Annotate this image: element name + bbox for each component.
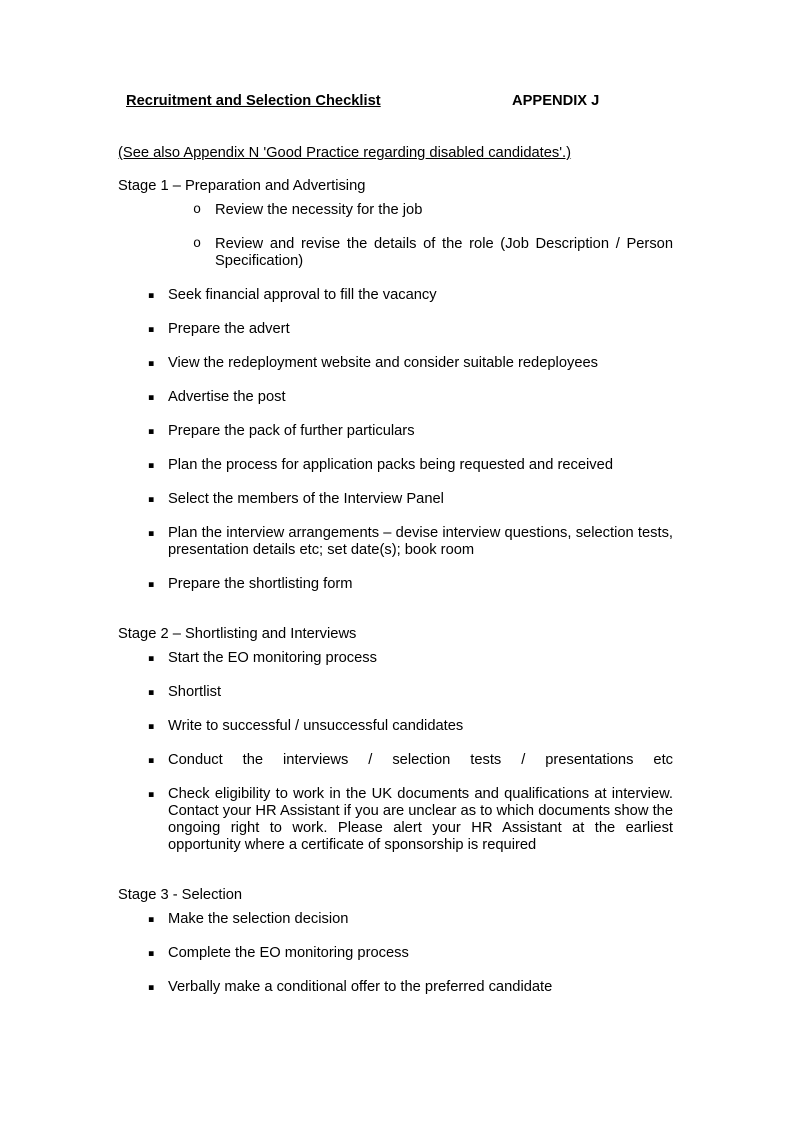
list-item bbox=[118, 491, 673, 508]
see-also-note: (See also Appendix N 'Good Practice regarding disabled candidates'.) bbox=[118, 145, 572, 161]
stage-2-list bbox=[118, 650, 673, 854]
list-item-text: Plan the process for application packs being requested and received bbox=[168, 457, 613, 473]
appendix-label: APPENDIX J bbox=[512, 93, 600, 109]
square-bullet-icon: ▪ bbox=[148, 755, 155, 766]
list-item bbox=[118, 945, 673, 962]
list-item bbox=[118, 202, 673, 219]
list-item bbox=[118, 979, 673, 996]
stage-3-heading: Stage 3 - Selection bbox=[118, 887, 243, 903]
list-item bbox=[118, 786, 673, 854]
list-item bbox=[118, 525, 673, 559]
square-bullet-icon: ▪ bbox=[148, 653, 155, 664]
square-bullet-icon: ▪ bbox=[148, 290, 155, 301]
stage-2-section bbox=[118, 610, 673, 854]
list-item-text: Select the members of the Interview Panel bbox=[168, 491, 444, 507]
square-bullet-icon: ▪ bbox=[148, 358, 155, 369]
list-item-text: Seek financial approval to fill the vacancy bbox=[168, 287, 437, 303]
list-item-text: Prepare the advert bbox=[168, 321, 290, 337]
list-item-text: Verbally make a conditional offer to the preferred candidate bbox=[168, 979, 553, 995]
list-item bbox=[118, 423, 673, 440]
square-bullet-icon: ▪ bbox=[148, 460, 155, 471]
list-item-text: Review and revise the details of the role (Job Description / Person Specification) bbox=[215, 236, 673, 269]
list-item bbox=[118, 287, 673, 304]
document-header bbox=[118, 92, 673, 110]
list-item bbox=[118, 236, 673, 270]
list-item-text: Plan the interview arrangements – devise interview questions, selection tests, presentation details etc; set date(s); book room bbox=[168, 525, 673, 558]
list-item-text: Prepare the pack of further particulars bbox=[168, 423, 415, 439]
list-item-text: Prepare the shortlisting form bbox=[168, 576, 353, 592]
stage-1-section bbox=[118, 162, 673, 593]
list-item-text: Review the necessity for the job bbox=[215, 202, 423, 218]
list-item bbox=[118, 389, 673, 406]
list-item bbox=[118, 718, 673, 735]
list-item bbox=[118, 911, 673, 928]
list-item-text: Shortlist bbox=[168, 684, 222, 700]
square-bullet-icon: ▪ bbox=[148, 579, 155, 590]
square-bullet-icon: ▪ bbox=[148, 494, 155, 505]
stage-1-list bbox=[118, 287, 673, 593]
list-item-text: Start the EO monitoring process bbox=[168, 650, 377, 666]
circle-bullet-icon: o bbox=[193, 203, 202, 218]
list-item bbox=[118, 752, 673, 769]
list-item-text: Conduct the interviews / selection tests / presentations etc bbox=[168, 752, 673, 768]
list-item-text: Complete the EO monitoring process bbox=[168, 945, 409, 961]
list-item bbox=[118, 355, 673, 372]
stage-1-heading: Stage 1 – Preparation and Advertising bbox=[118, 178, 366, 194]
stage-1-sub-list bbox=[118, 202, 673, 270]
list-item bbox=[118, 321, 673, 338]
square-bullet-icon: ▪ bbox=[148, 982, 155, 993]
square-bullet-icon: ▪ bbox=[148, 687, 155, 698]
list-item-text: View the redeployment website and consider suitable redeployees bbox=[168, 355, 599, 371]
square-bullet-icon: ▪ bbox=[148, 789, 155, 800]
list-item-text: Check eligibility to work in the UK documents and qualifications at interview. Contact your HR Assistant if you are unclear as to which documents show the ongoing right to work. Please alert your HR Assistant at the earliest opportunity where a certificate of sponsorship is required bbox=[168, 786, 673, 853]
square-bullet-icon: ▪ bbox=[148, 324, 155, 335]
list-item-text: Advertise the post bbox=[168, 389, 286, 405]
square-bullet-icon: ▪ bbox=[148, 392, 155, 403]
list-item-text: Write to successful / unsuccessful candidates bbox=[168, 718, 464, 734]
stage-2-heading: Stage 2 – Shortlisting and Interviews bbox=[118, 626, 357, 642]
document-title: Recruitment and Selection Checklist bbox=[126, 93, 381, 109]
square-bullet-icon: ▪ bbox=[148, 528, 155, 539]
square-bullet-icon: ▪ bbox=[148, 426, 155, 437]
stage-3-list bbox=[118, 911, 673, 996]
list-item bbox=[118, 684, 673, 701]
square-bullet-icon: ▪ bbox=[148, 948, 155, 959]
square-bullet-icon: ▪ bbox=[148, 914, 155, 925]
list-item bbox=[118, 650, 673, 667]
circle-bullet-icon: o bbox=[193, 237, 202, 252]
list-item-text: Make the selection decision bbox=[168, 911, 349, 927]
list-item bbox=[118, 457, 673, 474]
square-bullet-icon: ▪ bbox=[148, 721, 155, 732]
stage-3-section bbox=[118, 871, 673, 996]
list-item bbox=[118, 576, 673, 593]
